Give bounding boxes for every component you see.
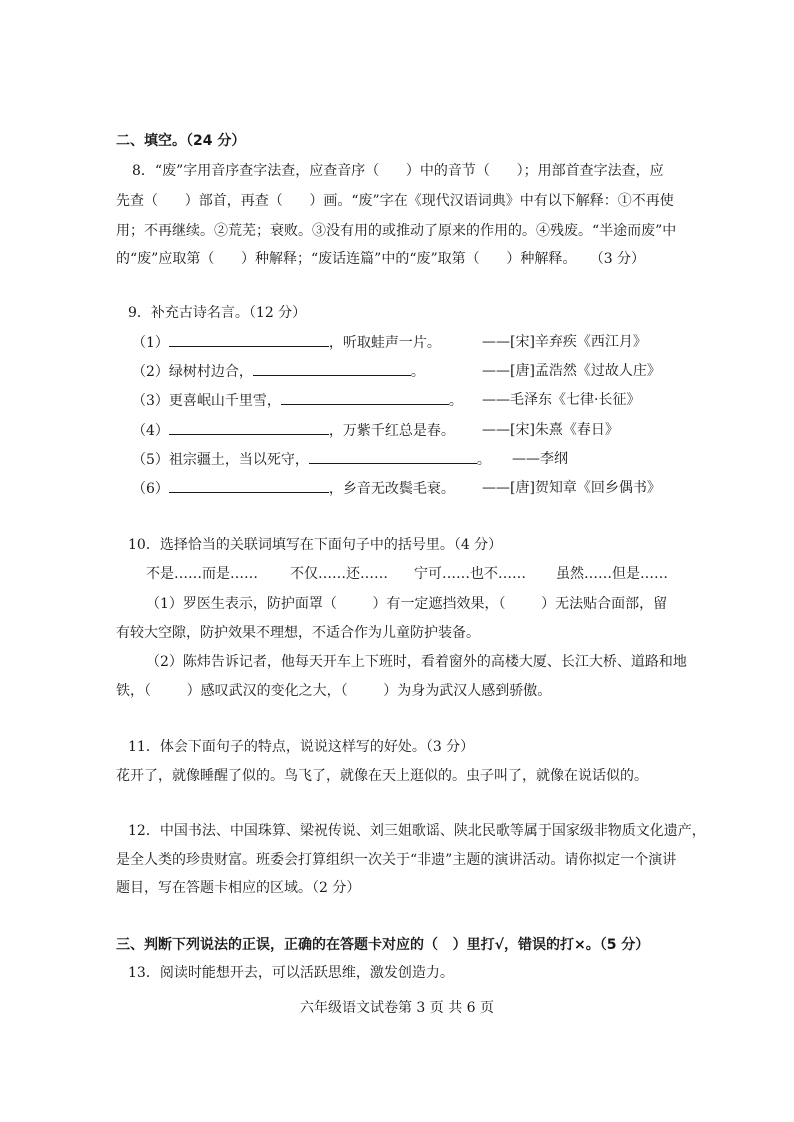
- q9-item-3: [132, 390, 463, 411]
- q9-title: 9．补充古诗名言。（12 分）: [128, 305, 307, 321]
- q10-option-1: 不是……而是……: [146, 566, 258, 582]
- q13-text: 13．阅读时能想开去，可以活跃思维，激发创造力。: [128, 965, 454, 981]
- q12-line-2: 是全人类的珍贵财富。班委会打算组织一次关于“非遗”主题的演讲活动。请你拟定一个演讲: [116, 852, 677, 868]
- q10-title: 10．选择恰当的关联词填写在下面句子中的括号里。（4 分）: [128, 537, 503, 553]
- item-post: 。: [476, 452, 491, 468]
- q9-source-2: ——[唐]孟浩然《过故人庄》: [482, 363, 661, 379]
- q10-line-4: 铁，（ ）感叹武汉的变化之大，（ ）为身为武汉人感到骄傲。: [116, 683, 552, 699]
- answer-blank[interactable]: [309, 449, 477, 464]
- q12-line-3: 题目，写在答题卡相应的区域。（2 分）: [116, 880, 361, 896]
- item-number: （2）: [132, 364, 169, 380]
- item-number: （1）: [132, 335, 169, 351]
- item-pre: 绿树村边合，: [168, 364, 253, 380]
- q11-title: 11．体会下面句子的特点，说说这样写的好处。（3 分）: [128, 739, 475, 755]
- item-pre: 祖宗疆土，当以死守，: [168, 452, 309, 468]
- q8-line-4: 的“废”应取第（ ）种解释；“废话连篇”中的“废”取第（ ）种解释。 （3 分）: [116, 251, 646, 267]
- q9-item-5: [132, 449, 491, 470]
- q9-source-5: ——李纲: [512, 451, 568, 467]
- item-number: （5）: [132, 452, 169, 468]
- q10-line-2: 有较大空隙，防护效果不理想，不适合作为儿童防护装备。: [116, 625, 480, 641]
- page-footer: 六年级语文试卷第 3 页 共 6 页: [299, 1000, 495, 1016]
- q9-source-4: ——[宋]朱熹《春日》: [482, 422, 619, 438]
- q9-item-4: [132, 420, 455, 441]
- q10-option-2: 不仅……还……: [290, 566, 388, 582]
- q10-option-3: 宁可……也不……: [414, 566, 526, 582]
- q10-option-4: 虽然……但是……: [556, 566, 668, 582]
- q9-item-1: [132, 332, 441, 353]
- item-post: 。: [410, 364, 425, 380]
- item-pre: 更喜岷山千里雪，: [168, 393, 281, 409]
- answer-blank[interactable]: [169, 332, 329, 347]
- item-post: ，万紫千红总是春。: [328, 423, 455, 439]
- answer-blank[interactable]: [253, 361, 411, 376]
- item-post: ，乡音无改鬓毛衰。: [328, 481, 455, 497]
- q11-sentence: 花开了，就像睡醒了似的。鸟飞了，就像在天上逛似的。虫子叫了，就像在说话似的。: [116, 768, 648, 784]
- answer-blank[interactable]: [169, 478, 329, 493]
- item-number: （3）: [132, 393, 169, 409]
- item-number: （6）: [132, 481, 169, 497]
- q8-line-2: 先查（ ）部首，再查（ ）画。“废”字在《现代汉语词典》中有以下解释：①不再使: [116, 193, 674, 209]
- answer-blank[interactable]: [169, 420, 329, 435]
- item-post: 。: [448, 393, 463, 409]
- q9-source-1: ——[宋]辛弃疾《西江月》: [482, 334, 647, 350]
- q9-item-2: [132, 361, 425, 382]
- item-post: ，听取蛙声一片。: [328, 335, 441, 351]
- section-3-heading: 三、判断下列说法的正误，正确的在答题卡对应的（ ）里打√，错误的打×。（5 分）: [116, 937, 650, 953]
- q10-line-1: （1）罗医生表示，防护面罩（ ）有一定遮挡效果，（ ）无法贴合面部，留: [146, 596, 668, 612]
- q8-line-3: 用；不再继续。②荒芜；衰败。③没有用的或推动了原来的作用的。④残废。“半途而废”中: [116, 223, 677, 239]
- q10-line-3: （2）陈炜告诉记者，他每天开车上下班时，看着窗外的高楼大厦、长江大桥、道路和地: [146, 654, 687, 670]
- answer-blank[interactable]: [281, 390, 449, 405]
- item-number: （4）: [132, 423, 169, 439]
- q9-source-3: ——毛泽东《七律·长征》: [482, 392, 641, 408]
- section-2-heading: 二、填空。（24 分）: [116, 133, 246, 149]
- q12-line-1: 12．中国书法、中国珠算、梁祝传说、刘三姐歌谣、陕北民歌等属于国家级非物质文化遗产，: [128, 823, 706, 839]
- q9-source-6: ——[唐]贺知章《回乡偶书》: [482, 480, 661, 496]
- q9-item-6: [132, 478, 455, 499]
- q8-line-1: 8．“废”字用音序查字法查，应查音序（ ）中的音节（ ）；用部首查字法查，应: [132, 163, 664, 179]
